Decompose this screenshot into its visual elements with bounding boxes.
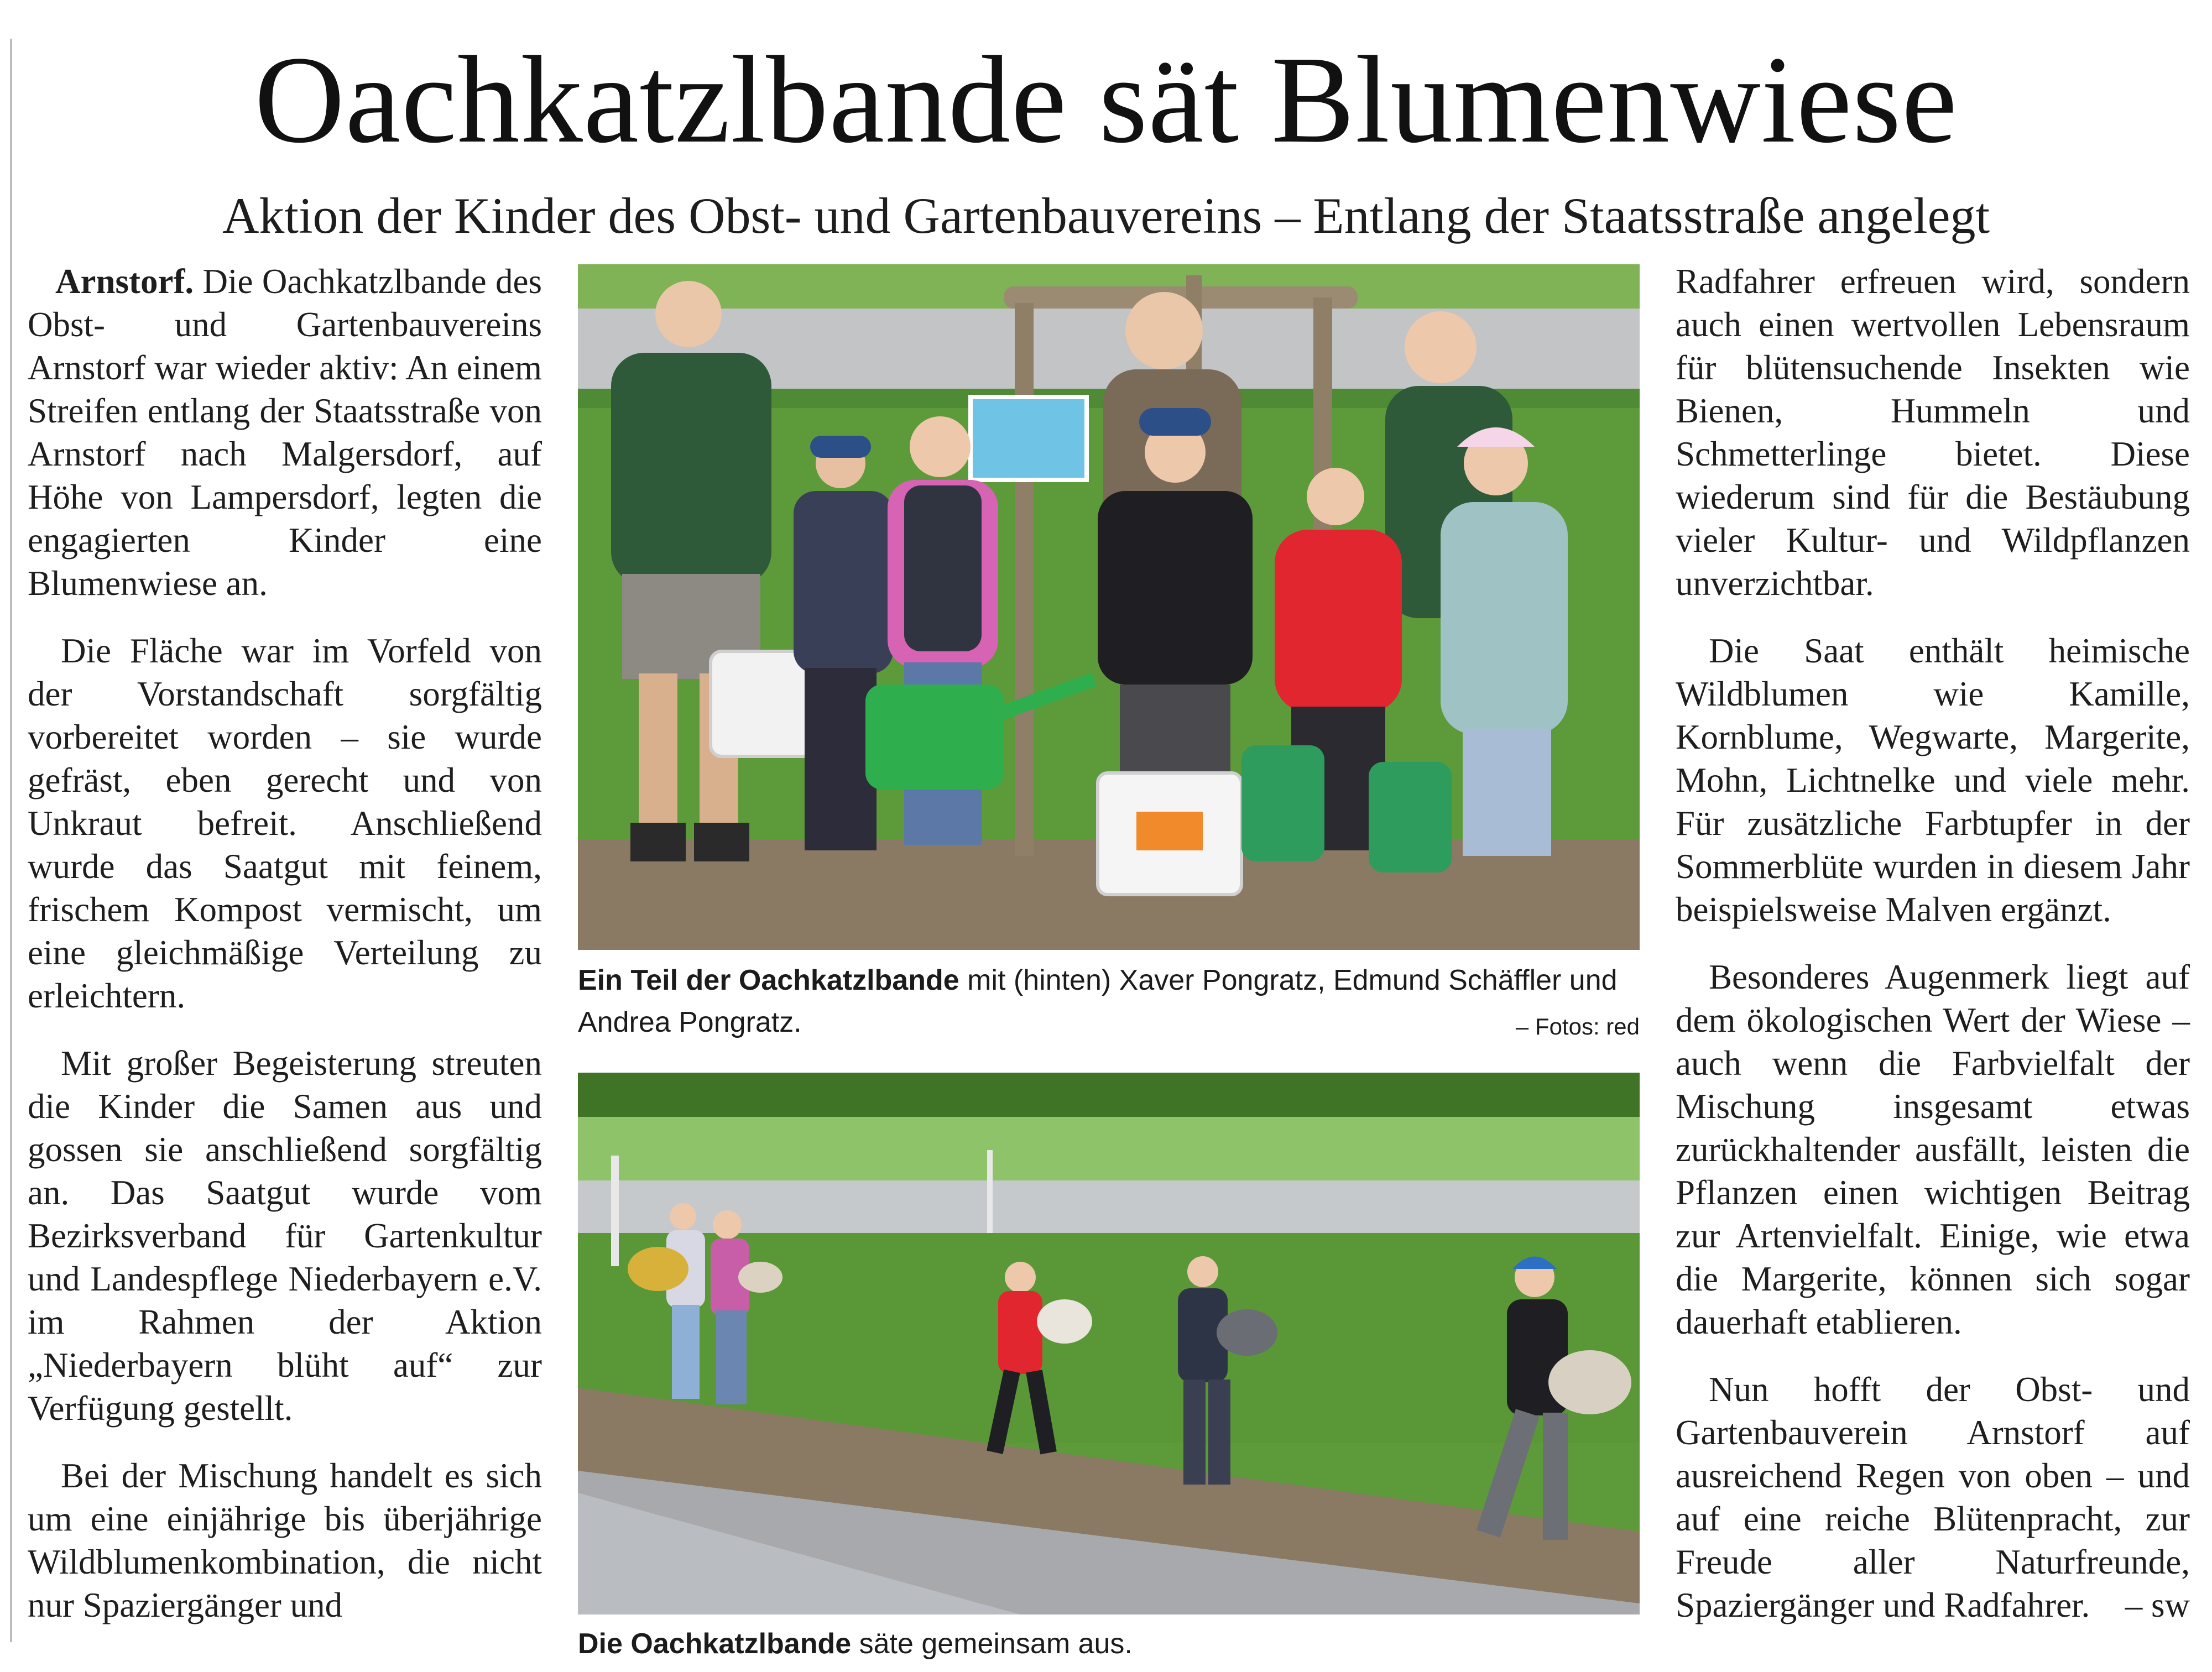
- article-paragraph-7: [1676, 1368, 2190, 1627]
- column-rule: [10, 39, 12, 1642]
- caption-bold-lead: Die Oachkatzlbande: [578, 1628, 852, 1660]
- headline: Oachkatzlbande sät Blumenwiese: [254, 30, 1958, 169]
- article-paragraph-4-start: Bei der Mischung handelt es sich um eine einjährige bis überjährige Wildblumenkombination, die nicht nur Spaziergänger und: [28, 1456, 542, 1624]
- paragraph-text: Die Oachkatzlbande des Obst- und Gartenbauvereins Arnstorf war wieder aktiv: An einem Streifen entlang der Staatsstraße von Arnstorf nach Malgersdorf, auf Höhe von Lampersdorf, legten die engagierten Kinder eine Blumenwiese an.: [28, 262, 542, 603]
- photo-sowing-action: [578, 1073, 1640, 1614]
- article-paragraph-1: [28, 260, 542, 605]
- article-paragraph-3: Mit großer Begeisterung streuten die Kinder die Samen aus und gossen sie anschließend sorgfältig an. Das Saatgut wurde vom Bezirksverband für Gartenkultur und Landespflege Niederbayern e.V. im Rahmen der Aktion „Niederbayern blüht auf“ zur Verfügung gestellt.: [28, 1044, 542, 1428]
- photo-group-portrait: [578, 264, 1640, 950]
- group-photo-illustration: [578, 264, 1640, 950]
- dateline: Arnstorf.: [55, 262, 194, 301]
- photo-credit: – Fotos: red: [1515, 1013, 1640, 1039]
- article-paragraph-6: Besonderes Augenmerk liegt auf dem ökologischen Wert der Wiese – auch wenn die Farbvielfalt der Mischung insgesamt etwas zurückhaltender ausfällt, leisten die Pflanzen einen wichtigen Beitrag zur Artenvielfalt. Einige, wie etwa die Margerite, können sich sogar dauerhaft etablieren.: [1676, 958, 2190, 1341]
- caption-text: mit (hinten) Xaver Pongratz, Edmund Schäffler und Andrea Pongratz.: [578, 964, 1618, 1038]
- article-paragraph-4-end: Radfahrer erfreuen wird, sondern auch einen wertvollen Lebensraum für blütensuchende Insekten wie Bienen, Hummeln und Schmetterlinge bietet. Diese wiederum sind für die Bestäubung vieler Kultur- und Wildpflanzen unverzichtbar.: [1676, 262, 2190, 603]
- photo-caption-top: [578, 959, 1640, 1043]
- sowing-photo-illustration: [578, 1073, 1640, 1614]
- author-signoff: – sw: [2125, 1586, 2190, 1624]
- article-paragraph-2: Die Fläche war im Vorfeld von der Vorstandschaft sorgfältig vorbereitet worden – sie wurde gefräst, eben gerecht und von Unkraut befreit. Anschließend wurde das Saatgut mit feinem, frischem Kompost vermischt, um eine gleichmäßige Verteilung zu erleichtern.: [28, 631, 542, 1015]
- caption-bold-lead: Ein Teil der Oachkatzlbande: [578, 964, 959, 996]
- paragraph-text: Nun hofft der Obst- und Gartenbauverein Arnstorf auf ausreichend Regen von oben – und auf eine reiche Blütenpracht, zur Freude aller Naturfreunde, Spaziergänger und Radfahrer.: [1676, 1370, 2190, 1624]
- photo-caption-bottom: [578, 1623, 1640, 1665]
- subheadline: Aktion der Kinder des Obst- und Gartenbauvereins – Entlang der Staatsstraße angelegt: [222, 187, 1990, 244]
- caption-text: säte gemeinsam aus.: [859, 1628, 1133, 1660]
- article-paragraph-5: Die Saat enthält heimische Wildblumen wie Kamille, Kornblume, Wegwarte, Margerite, Mohn, Lichtnelke und viele mehr. Für zusätzliche Farbtupfer in der Sommerblüte wurden in diesem Jahr beispielsweise Malven ergänzt.: [1676, 631, 2190, 929]
- article-column-left: [28, 260, 542, 1651]
- article-column-right: [1676, 260, 2190, 1651]
